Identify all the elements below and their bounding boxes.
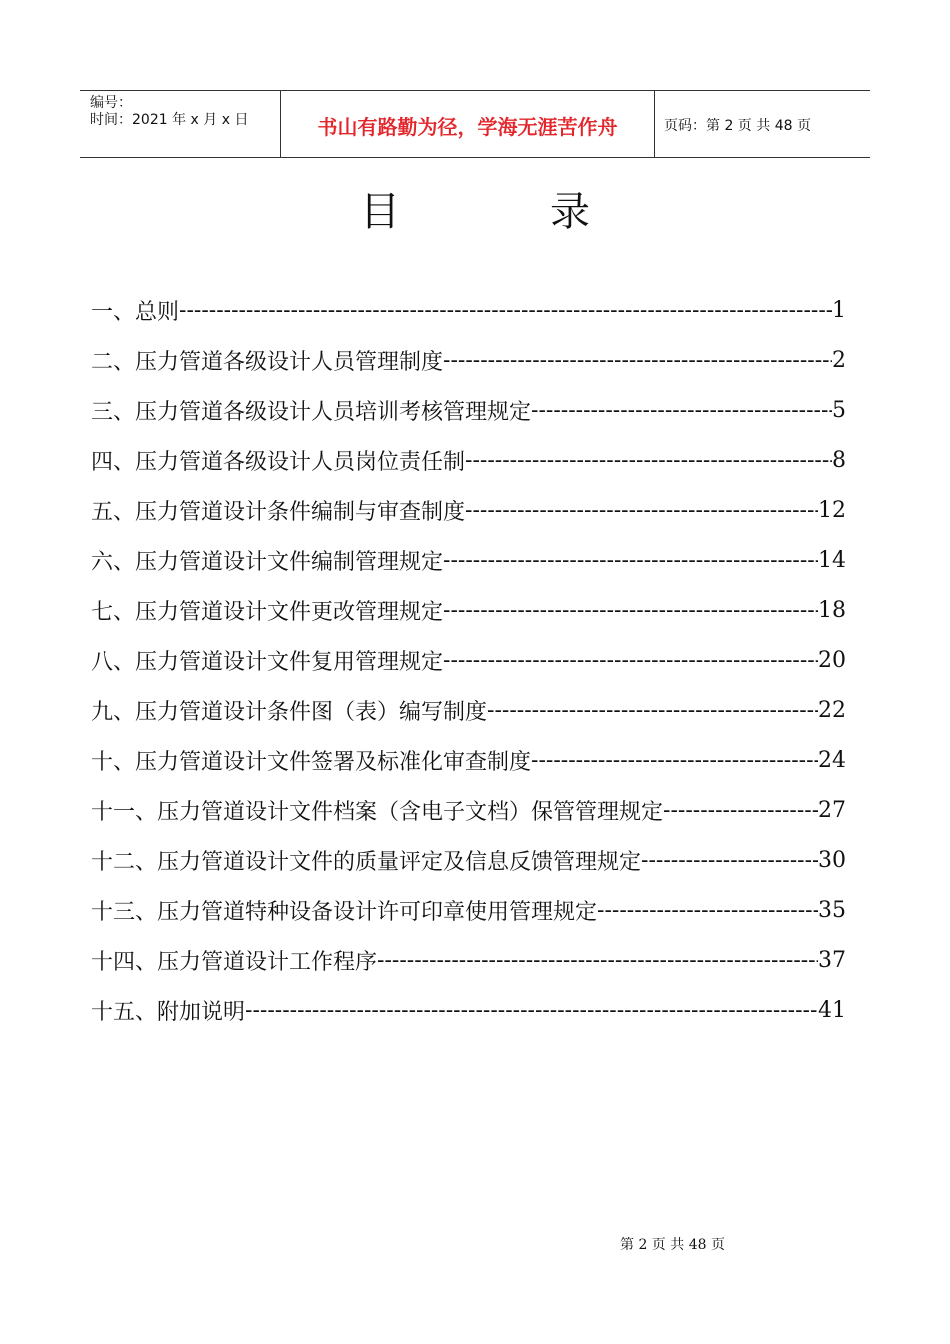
toc-entry-title: 压力管道设计工作程序	[157, 949, 378, 975]
toc-entry-title: 压力管道特种设备设计许可印章使用管理规定	[157, 899, 598, 925]
toc-dot-leader	[531, 748, 818, 773]
toc-entry-title: 压力管道各级设计人员管理制度	[135, 349, 444, 375]
toc-entry-page: 30	[818, 847, 846, 873]
toc-entry-page: 37	[818, 947, 846, 973]
toc-dot-leader	[245, 998, 818, 1023]
toc-entry-page: 35	[818, 897, 846, 923]
toc-entry-number: 七、	[91, 599, 136, 625]
toc-entry-number: 二、	[91, 349, 136, 375]
toc-entry-number: 五、	[91, 499, 136, 525]
toc-entry-number: 八、	[91, 649, 136, 675]
toc-entry-title: 压力管道各级设计人员培训考核管理规定	[135, 399, 532, 425]
toc-entry	[91, 535, 846, 585]
toc-entry	[91, 435, 846, 485]
toc-entry-page: 14	[818, 547, 846, 573]
toc-entry-page: 18	[818, 597, 846, 623]
toc-dot-leader	[377, 948, 818, 973]
toc-entry-number: 十三、	[91, 899, 158, 925]
document-date: 时间：2021 年 x 月 x 日	[90, 112, 249, 128]
toc-entry-number: 六、	[91, 549, 136, 575]
toc-entry	[91, 335, 846, 385]
header-page-info: 页码：第 2 页 共 48 页	[664, 118, 811, 134]
page-header	[80, 90, 870, 158]
toc-entry	[91, 485, 846, 535]
title-char-2: 录	[550, 189, 590, 235]
toc-entry-title: 压力管道设计文件编制管理规定	[135, 549, 444, 575]
toc-dot-leader	[465, 498, 818, 523]
toc-entry-page: 24	[818, 747, 846, 773]
toc-entry	[91, 685, 846, 735]
toc-entry	[91, 785, 846, 835]
toc-entry	[91, 285, 846, 335]
toc-entry-number: 四、	[91, 449, 136, 475]
toc-entry-number: 九、	[91, 699, 136, 725]
toc-entry-title: 压力管道设计文件的质量评定及信息反馈管理规定	[157, 849, 642, 875]
toc-entry-page: 41	[818, 997, 846, 1023]
toc-entry	[91, 635, 846, 685]
toc-dot-leader	[641, 848, 818, 873]
toc-entry	[91, 885, 846, 935]
toc-entry	[91, 835, 846, 885]
toc-entry	[91, 985, 846, 1035]
header-meta	[80, 91, 281, 157]
toc-entry-number: 三、	[91, 399, 136, 425]
toc-dot-leader	[443, 648, 818, 673]
toc-dot-leader	[443, 598, 818, 623]
toc-entry-number: 十一、	[91, 799, 158, 825]
title-char-1: 目	[360, 189, 400, 235]
toc-dot-leader	[179, 298, 832, 323]
toc-entry-page: 12	[818, 497, 846, 523]
toc-entry	[91, 935, 846, 985]
toc-entry-title: 压力管道设计条件编制与审查制度	[135, 499, 466, 525]
toc-entry-title: 总则	[135, 299, 180, 325]
toc-entry-page: 22	[818, 697, 846, 723]
footer-page-number: 第 2 页 共 48 页	[620, 1237, 725, 1253]
toc-entry-page: 2	[832, 347, 846, 373]
toc-entry-title: 压力管道设计文件复用管理规定	[135, 649, 444, 675]
toc-entry	[91, 385, 846, 435]
toc-dot-leader	[531, 398, 832, 423]
toc-entry-number: 十四、	[91, 949, 158, 975]
toc-entry	[91, 735, 846, 785]
toc-dot-leader	[465, 448, 832, 473]
toc-entry-number: 十、	[91, 749, 136, 775]
table-of-contents	[91, 285, 846, 1035]
document-number-label: 编号：	[90, 95, 132, 111]
page-footer	[0, 1234, 950, 1254]
toc-entry	[91, 585, 846, 635]
toc-entry-page: 1	[832, 297, 846, 323]
toc-entry-title: 附加说明	[157, 999, 246, 1025]
toc-dot-leader	[487, 698, 818, 723]
toc-entry-title: 压力管道设计条件图（表）编写制度	[135, 699, 488, 725]
toc-entry-title: 压力管道设计文件档案（含电子文档）保管管理规定	[157, 799, 664, 825]
toc-entry-title: 压力管道设计文件更改管理规定	[135, 599, 444, 625]
toc-entry-number: 十五、	[91, 999, 158, 1025]
toc-dot-leader	[597, 898, 818, 923]
toc-entry-page: 27	[818, 797, 846, 823]
toc-entry-page: 5	[832, 397, 846, 423]
toc-entry-page: 8	[832, 447, 846, 473]
toc-entry-page: 20	[818, 647, 846, 673]
toc-entry-title: 压力管道各级设计人员岗位责任制	[135, 449, 466, 475]
toc-entry-number: 十二、	[91, 849, 158, 875]
toc-dot-leader	[443, 548, 818, 573]
page-title	[0, 184, 950, 240]
toc-entry-title: 压力管道设计文件签署及标准化审查制度	[135, 749, 532, 775]
toc-dot-leader	[663, 798, 818, 823]
header-motto: 书山有路勤为径，学海无涯苦作舟	[281, 91, 655, 157]
toc-dot-leader	[443, 348, 832, 373]
toc-entry-number: 一、	[91, 299, 136, 325]
